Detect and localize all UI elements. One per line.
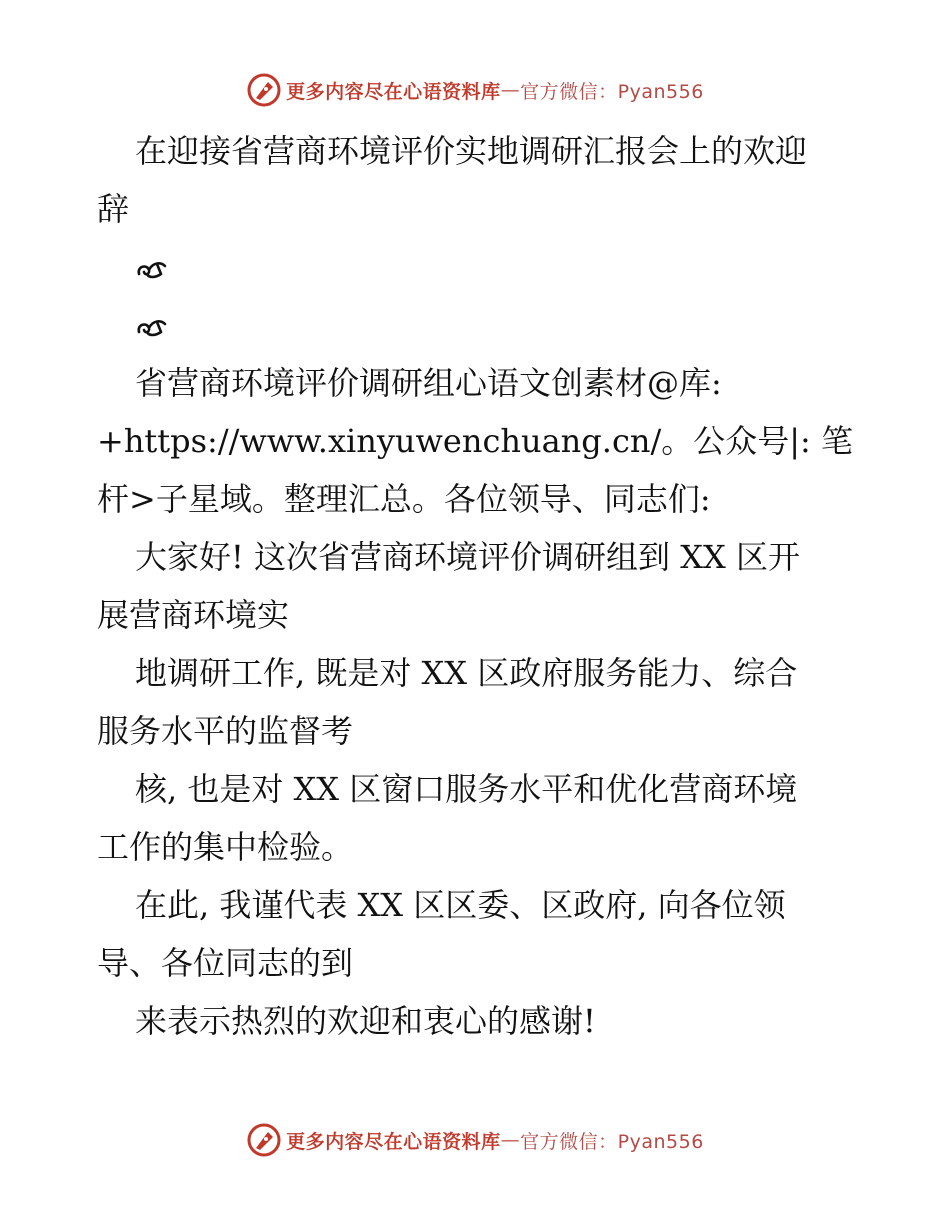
pen-nib-logo-icon [246,72,282,108]
document-body [97,122,857,1050]
text-line: 地调研工作, 既是对 XX 区政府服务能力、综合 [135,654,798,692]
banner-wechat-text: 官方微信：Pyan556 [520,80,704,103]
text-line: 大家好! 这次省营商环境评价调研组到 XX 区开 [135,538,800,576]
text-line: 工作的集中检验。 [97,828,354,866]
paragraph [97,876,857,992]
banner-brand-text: 更多内容尽在心语资料库 [286,1130,501,1153]
text-line: 来表示热烈的欢迎和衷心的感谢! [135,1002,596,1040]
header-banner [0,70,950,110]
banner-separator: — [500,79,521,101]
banner-brand-text: 更多内容尽在心语资料库 [286,80,501,103]
paragraph [97,354,857,528]
text-line: 省营商环境评价调研组心语文创素材@库: [135,364,722,402]
text-line: 杆>子星域。整理汇总。各位领导、同志们: [97,480,711,518]
text-line: 核, 也是对 XX 区窗口服务水平和优化营商环境 [135,770,798,808]
text-line: 导、各位同志的到 [97,944,354,982]
pen-nib-logo-icon [246,1122,282,1158]
paragraph [97,992,857,1050]
text-line: 展营商环境实 [97,596,290,634]
footer-banner [0,1120,950,1160]
swirl-ornament-icon [97,238,857,296]
paragraph [97,644,857,760]
paragraph [97,760,857,876]
text-line: 在此, 我谨代表 XX 区区委、区政府, 向各位领 [135,886,786,924]
banner-separator: — [500,1129,521,1151]
title-line: 在迎接省营商环境评价实地调研汇报会上的欢迎 [135,132,808,170]
title-line: 辞 [97,190,130,228]
banner-wechat-text: 官方微信：Pyan556 [520,1130,704,1153]
paragraph [97,528,857,644]
text-line: +https://www.xinyuwenchuang.cn/。公众号|: 笔 [97,422,853,460]
swirl-ornament-icon [97,296,857,354]
document-title [97,122,857,238]
text-line: 服务水平的监督考 [97,712,354,750]
